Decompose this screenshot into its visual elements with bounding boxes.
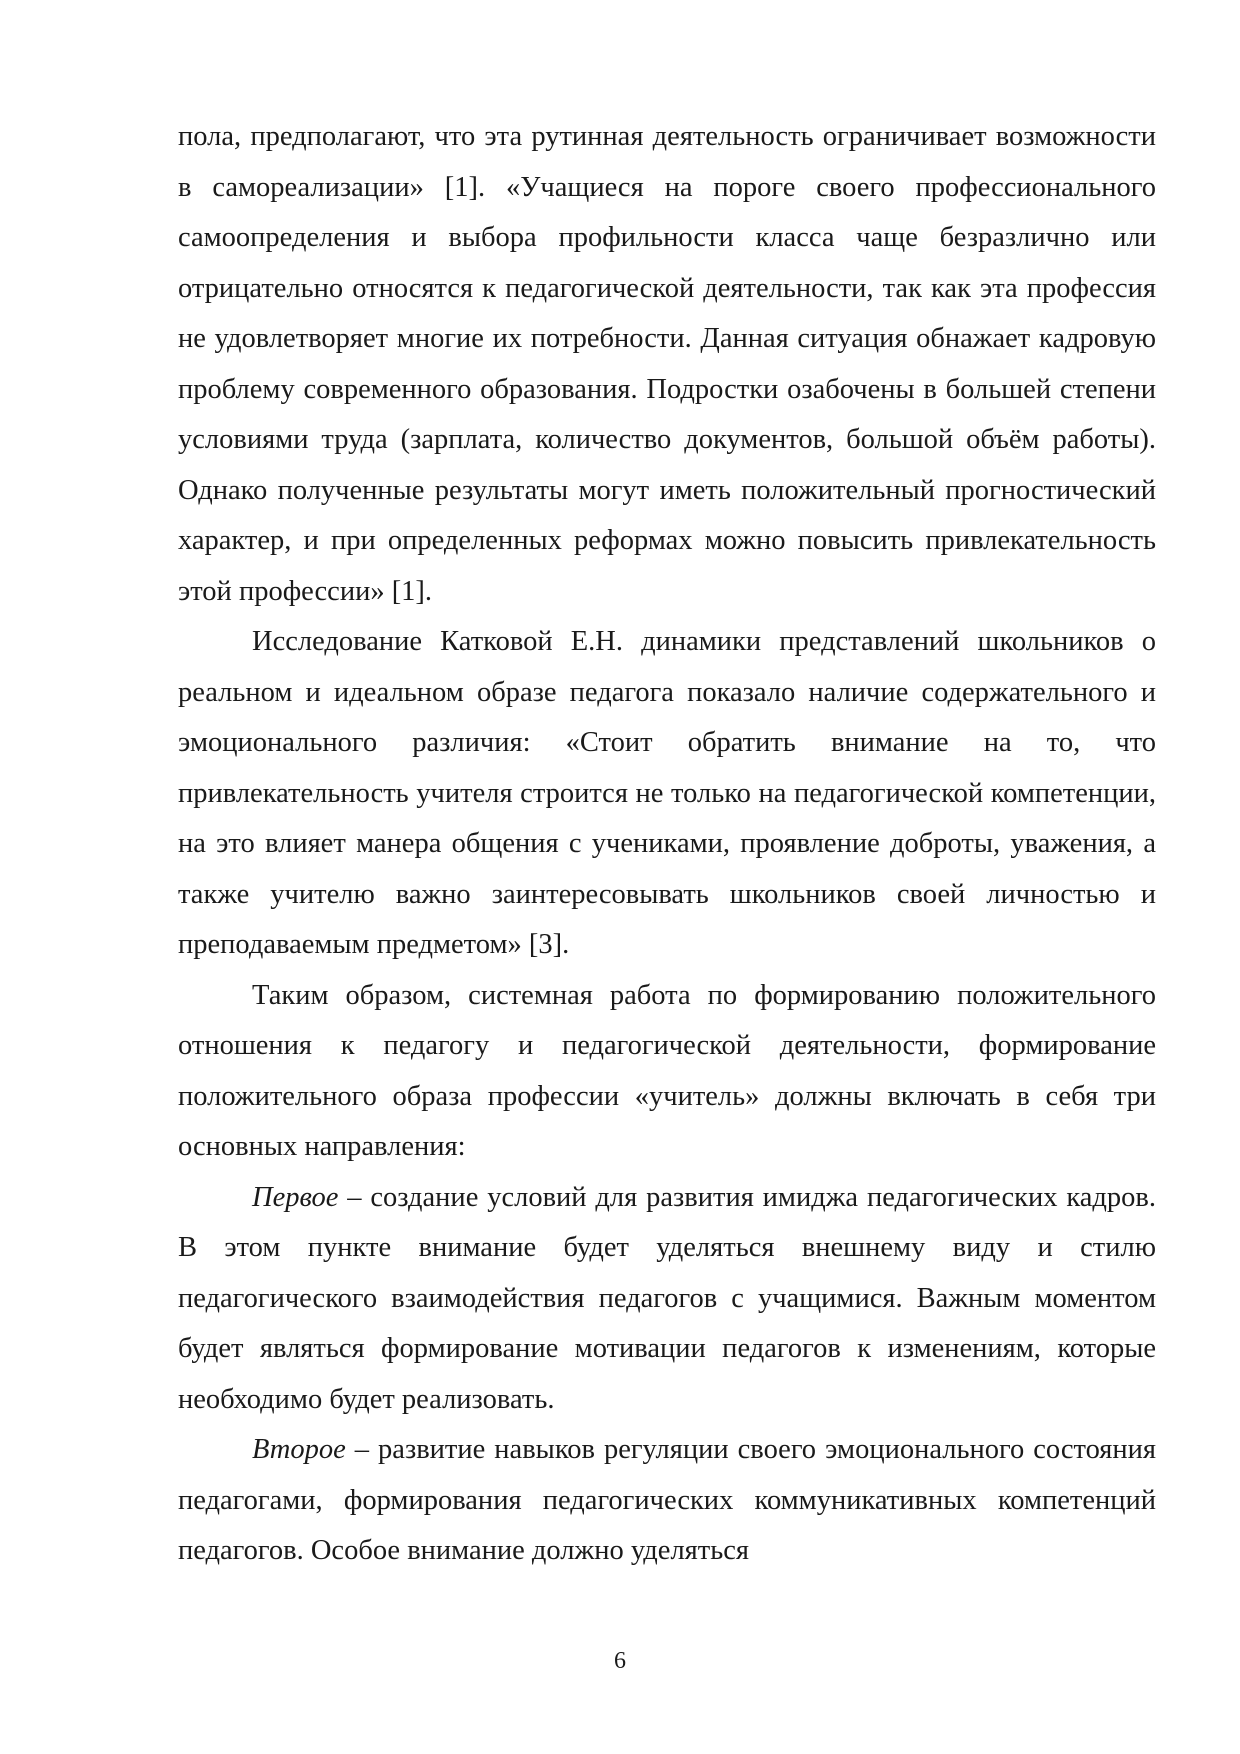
body-text [178, 112, 1156, 1577]
page-number: 6 [614, 1648, 626, 1674]
paragraph-5 [178, 1425, 1156, 1577]
paragraph-4-text: – создание условий для развития имиджа педагогических кадров. В этом пункте внимание будет уделяться внешнему виду и стилю педагогического взаимодействия педагогов с учащимися. Важным моментом будет являться формирование мотивации педагогов к изменениям, которые необходимо будет реализовать. [178, 1181, 1156, 1415]
paragraph-3 [178, 971, 1156, 1173]
paragraph-2-text: Исследование Катковой Е.Н. динамики представлений школьников о реальном и идеальном образе педагога показало наличие содержательного и эмоционального различия: «Стоит обратить внимание на то, что привлекательность учителя строится не только на педагогической компетенции, на это влияет манера общения с учениками, проявление доброты, уважения, а также учителю важно заинтересовывать школьников своей личностью и преподаваемым предметом» [3]. [178, 626, 1156, 960]
paragraph-4 [178, 1173, 1156, 1426]
paragraph-5-text: – развитие навыков регуляции своего эмоционального состояния педагогами, формирования педагогических коммуникативных компетенций педагогов. Особое внимание должно уделяться [178, 1434, 1156, 1566]
paragraph-5-lead-term: Второе [252, 1434, 346, 1465]
paragraph-2 [178, 617, 1156, 971]
paragraph-3-text: Таким образом, системная работа по формированию положительного отношения к педагогу и педагогической деятельности, формирование положительного образа профессии «учитель» должны включать в себя три основных направления: [178, 979, 1156, 1162]
paragraph-4-lead-term: Первое [252, 1181, 339, 1213]
paragraph-1-text: пола, предполагают, что эта рутинная деятельность ограничивает возможности в самореализации» [1]. «Учащиеся на пороге своего профессионального самоопределения и выбора профильности класса чаще безразлично или отрицательно относятся к педагогической деятельности, так как эта профессия не удовлетворяет многие их потребности. Данная ситуация обнажает кадровую проблему современного образования. Подростки озабочены в большей степени условиями труда (зарплата, количество документов, большой объём работы). Однако полученные результаты могут иметь положительный прогностический характер, и при определенных реформах можно повысить привлекательность этой профессии» [1]. [178, 121, 1156, 607]
paragraph-1 [178, 112, 1156, 617]
